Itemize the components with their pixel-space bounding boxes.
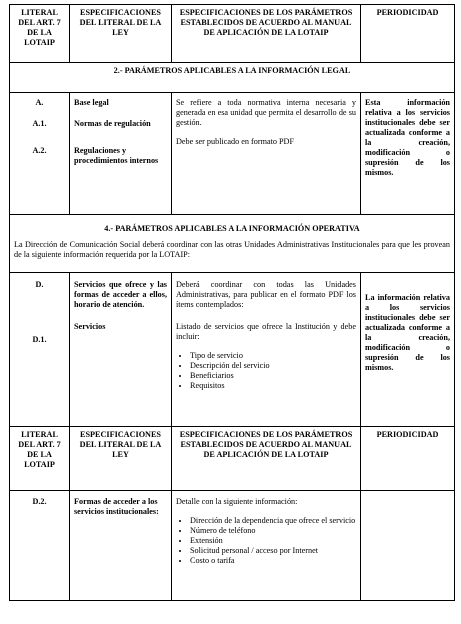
spec: Base legal (74, 98, 109, 107)
code: D.2. (10, 491, 70, 601)
spec: Regulaciones y procedimientos internos (74, 146, 159, 165)
spec: Normas de regulación (74, 119, 151, 128)
table-row (10, 491, 455, 601)
list-item: • Solicitud personal / acceso por Internet (190, 546, 356, 556)
header-literal: LITERAL DEL ART. 7 DE LA LOTAIP (10, 5, 70, 63)
params-cell (172, 273, 361, 427)
table-header-row (10, 427, 455, 491)
param-text: Detalle con la siguiente información: (176, 497, 298, 506)
header-literal: LITERAL DEL ART. 7 DE LA LOTAIP (10, 427, 70, 491)
lotaip-table (9, 4, 455, 601)
codes-cell (10, 93, 70, 215)
services-list (176, 351, 356, 391)
code: A. (35, 98, 44, 107)
periodicity-cell (361, 491, 455, 601)
spec: Servicios (74, 322, 106, 331)
header-specs-law: ESPECIFICACIONES DEL LITERAL DE LA LEY (70, 5, 172, 63)
params-cell (172, 491, 361, 601)
list-item: • Dirección de la dependencia que ofrece el servicio (190, 516, 356, 526)
list-item: • Costo o tarifa (190, 556, 356, 566)
header-periodicity: PERIODICIDAD (361, 427, 455, 491)
spec: Servicios que ofrece y las formas de acceder a ellos, horario de atención. (74, 280, 167, 309)
table-row (10, 273, 455, 427)
periodicity-cell: La información relativa a los servicios institucionales debe ser actualizada conforme a la creación, modificación o supresión de los mismos. (361, 273, 455, 427)
list-item: • Tipo de servicio (190, 351, 356, 361)
header-specs-params: ESPECIFICACIONES DE LOS PARÁMETROS ESTABLECIDOS DE ACUERDO AL MANUAL DE APLICACIÓN DE LA LOTAIP (172, 427, 361, 491)
list-item: • Extensión (190, 536, 356, 546)
header-specs-law: ESPECIFICACIONES DEL LITERAL DE LA LEY (70, 427, 172, 491)
code: A.1. (32, 119, 47, 128)
section-4-title: 4.- PARÁMETROS APLICABLES A LA INFORMACIÓN OPERATIVA (104, 224, 360, 233)
specs-cell (70, 273, 172, 427)
code: D. (35, 280, 44, 289)
list-item: • Número de teléfono (190, 526, 356, 536)
section-4-header-cell (10, 215, 455, 273)
params-cell (172, 93, 361, 215)
list-item: • Descripción del servicio (190, 361, 356, 371)
access-list (176, 516, 356, 566)
param-text: Debe ser publicado en formato PDF (176, 137, 295, 146)
section-title-row (10, 63, 455, 93)
codes-cell (10, 273, 70, 427)
code: A.2. (32, 146, 47, 155)
section-2-title: 2.- PARÁMETROS APLICABLES A LA INFORMACIÓN LEGAL (10, 63, 455, 93)
header-specs-params: ESPECIFICACIONES DE LOS PARÁMETROS ESTABLECIDOS DE ACUERDO AL MANUAL DE APLICACIÓN DE LA LOTAIP (172, 5, 361, 63)
periodicity-cell: Esta información relativa a los servicios institucionales debe ser actualizada conforme a la creación, modificación o supresión de los mismos. (361, 93, 455, 215)
list-item: • Beneficiarios (190, 371, 356, 381)
table-header-row (10, 5, 455, 63)
section-4-intro: La Dirección de Comunicación Social deberá coordinar con las otras Unidades Administrativas Institucionales para que les provean de la siguiente información requerida por la LOTAIP: (14, 240, 450, 259)
param-text: Listado de servicios que ofrece la Institución y debe incluir: (176, 322, 356, 341)
header-periodicity: PERIODICIDAD (361, 5, 455, 63)
table-row (10, 93, 455, 215)
param-text: Deberá coordinar con todas las Unidades Administrativas, para publicar en el formato PDF los ítems contemplados: (176, 280, 356, 309)
list-item: • Requisitos (190, 381, 356, 391)
spec: Formas de acceder a los servicios institucionales: (70, 491, 172, 601)
section-title-row (10, 215, 455, 273)
specs-cell (70, 93, 172, 215)
code: D.1. (32, 335, 47, 344)
param-text: Se refiere a toda normativa interna necesaria y generada en esa unidad que permita el desarrollo de su gestión. (176, 98, 356, 127)
